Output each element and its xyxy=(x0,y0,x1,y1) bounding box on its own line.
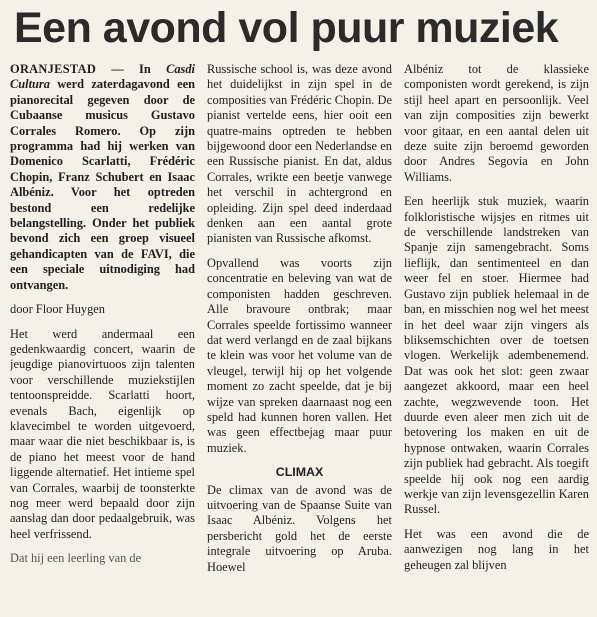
byline: door Floor Huygen xyxy=(10,302,105,317)
lead-text: werd zaterdagavond een pianorecital gegeven door de Cubaanse musicus Gustavo Corrales Romero. Op zijn programma had hij werken van Domenico Scarlatti, Frédéric Chopin, Franz Schubert en Isaac Albéniz. Voor het optreden bestond een redelijke belangstelling. Onder het publiek bevond zich een groep visueel gehandicapten van de FAVI, die een speciale uitnodiging had ontvangen. xyxy=(10,77,195,292)
paragraph: Een heerlijk stuk muziek, waarin folkloristische wijsjes en ritmes uit de verschillende landstreken van Spanje zijn samengebracht. Soms lieflijk, dan sentimenteel en dan weer fel en stoer. Hiermee had Gustavo zijn publiek helemaal in de ban, en misschien nog wel het meest in het deel waar zijn vingers als bliksemschichten over de toetsen vlogen. Werkelijk adembenemend. Dat was ook het slot: geen zwaar aangezet akkoord, maar een heel zachte, wegzwevende toon. Het duurde even aleer men zich uit de betovering los maken en uit de hypnose ontwaken, waarin Corrales zijn publiek had gebracht. Als toegift speelde hij ook nog een aardig werkje van zijn levensgezellin Karen Russel. xyxy=(404,194,589,517)
paragraph: Albéniz tot de klassieke componisten wordt gerekend, is zijn stijl heel apart en persoonlijk. Veel van zijn composities zijn bewerkt voor gitaar, en een aantal delen uit deze suite zijn beroemd geworden door Andres Segovia en John Williams. xyxy=(404,62,589,184)
paragraph: Het werd andermaal een gedenkwaardig concert, waarin de jeugdige pianovirtuoos zijn talenten voor verschillende muziekstijlen tentoonspreidde. Scarlatti hoort, evenals Bach, eigenlijk op klavecimbel te worden uitgevoerd, maar waar die niet beschikbaar is, is de piano het meest voor de hand liggende alternatief. Het intieme spel van Corrales, waarbij de toonsterkte nog meer werd bepaald door zijn aanslag dan door pedaalgebruik, was heel verfrissend. xyxy=(10,326,195,541)
column-1 xyxy=(10,62,195,617)
column-2 xyxy=(207,62,392,617)
paragraph: Russische school is, was deze avond het duidelijkst in zijn spel in de composities van Frédéric Chopin. De pianist vertelde eens, hier ooit een quatre-mains optreden te hebben bijgewoond door een Nederlandse en een Russische pianist. En dat, aldus Corrales, wrikte een beetje vanwege het verschil in achtergrond en opleiding. Zijn spel deed inderdaad denken aan een aantal grote pianisten van Russische afkomst. xyxy=(207,62,392,246)
section-subhead: CLIMAX xyxy=(275,465,324,480)
paragraph: Het was een avond die de aanwezigen nog lang in het geheugen zal blijven xyxy=(404,526,589,572)
article-columns xyxy=(10,62,590,617)
dateline: ORANJESTAD xyxy=(10,62,97,76)
lead-paragraph xyxy=(10,62,195,293)
dateline-dash: — In xyxy=(96,62,167,76)
torn-paragraph: Dat hij een leerling van de xyxy=(10,551,142,566)
paragraph: De climax van de avond was de uitvoering van de Spaanse Suite van Isaac Albéniz. Volgens het persbericht gold het de eerste integrale uitvoering op Aruba. Hoewel xyxy=(207,482,392,574)
column-3 xyxy=(404,62,589,617)
headline: Een avond vol puur muziek xyxy=(14,4,559,52)
paragraph: Opvallend was voorts zijn concentratie en beleving van wat de componisten hadden geschreven. Alle bravoure ontbrak; maar Corrales speelde fortissimo wanneer dat werd verlangd en de zaal bijkans te klein was voor het volume van de vleugel, terwijl hij op het volgende moment zo zacht speelde, dat je bij wijze van spreken daarnaast nog een speld had kunnen horen vallen. Het was geen effectbejag maar puur muziek. xyxy=(207,255,392,455)
venue-name: Casdi Cultura xyxy=(10,62,195,92)
